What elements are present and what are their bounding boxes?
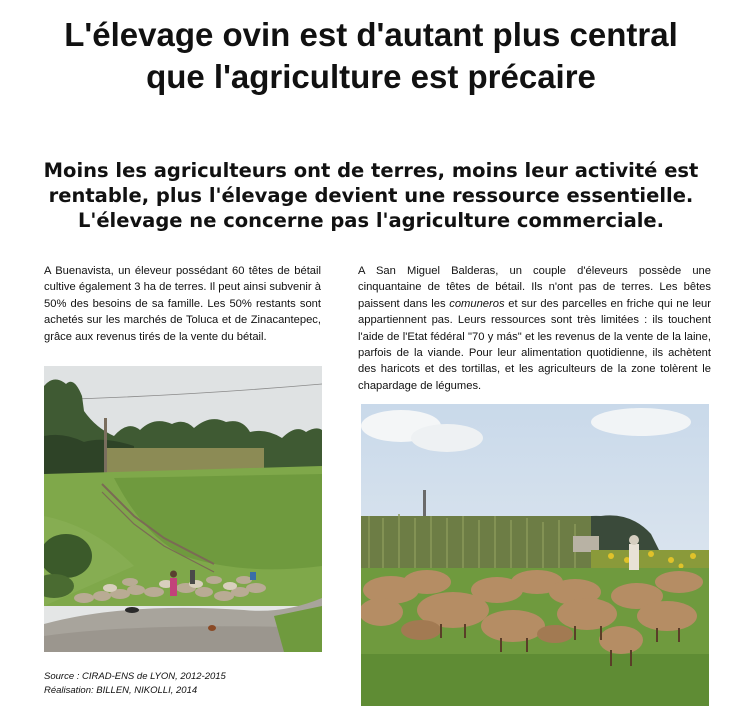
source-credit: Source : CIRAD-ENS de LYON, 2012-2015: [44, 671, 226, 682]
san-miguel-balderas-photo: [361, 404, 709, 706]
right-column-text: [358, 263, 711, 394]
buenavista-photo: [44, 366, 322, 652]
realisation-credit: Réalisation: BILLEN, NIKOLLI, 2014: [44, 685, 198, 696]
title-line-2: que l'agriculture est précaire: [146, 58, 596, 95]
page-subtitle: [20, 158, 722, 233]
left-column-text: A Buenavista, un éleveur possédant 60 têtes de bétail cultive également 3 ha de terres. Il peut ainsi subvenir à 50% des besoins de sa famille. Les 50% restants sont achetés sur les marchés de Toluca et de Zinacantepec, grâce aux revenus tirés de la vente du bétail.: [44, 265, 321, 343]
credits: [44, 670, 324, 698]
title-line-1: L'élevage ovin est d'autant plus central: [64, 16, 678, 53]
right-text-part-1: A San Miguel Balderas, un couple d'éleveurs possède une cinquantaine de têtes de bétail. Ils n'ont pas de terres. Les bêtes paissent dans les: [358, 265, 711, 310]
right-text-italic: comuneros: [449, 297, 505, 310]
right-text-part-2: et sur des parcelles en friche qui ne leur appartiennent pas. Leurs ressources sont très limitées : ils touchent l'aide de l'Etat fédéral "70 y más" et les revenus de la vente de la laine, parfois de la viande. Pour leur alimentation quotidienne, ils achètent des haricots et des tortillas, et les agriculteurs de la zone tolèrent le chapardage de légumes.: [358, 297, 712, 392]
subtitle-line-2: rentable, plus l'élevage devient une ressource essentielle.: [48, 184, 694, 207]
page-title: [0, 14, 732, 98]
subtitle-line-1: Moins les agriculteurs ont de terres, moins leur activité est: [43, 159, 699, 182]
subtitle-line-3: L'élevage ne concerne pas l'agriculture commerciale.: [77, 209, 665, 232]
